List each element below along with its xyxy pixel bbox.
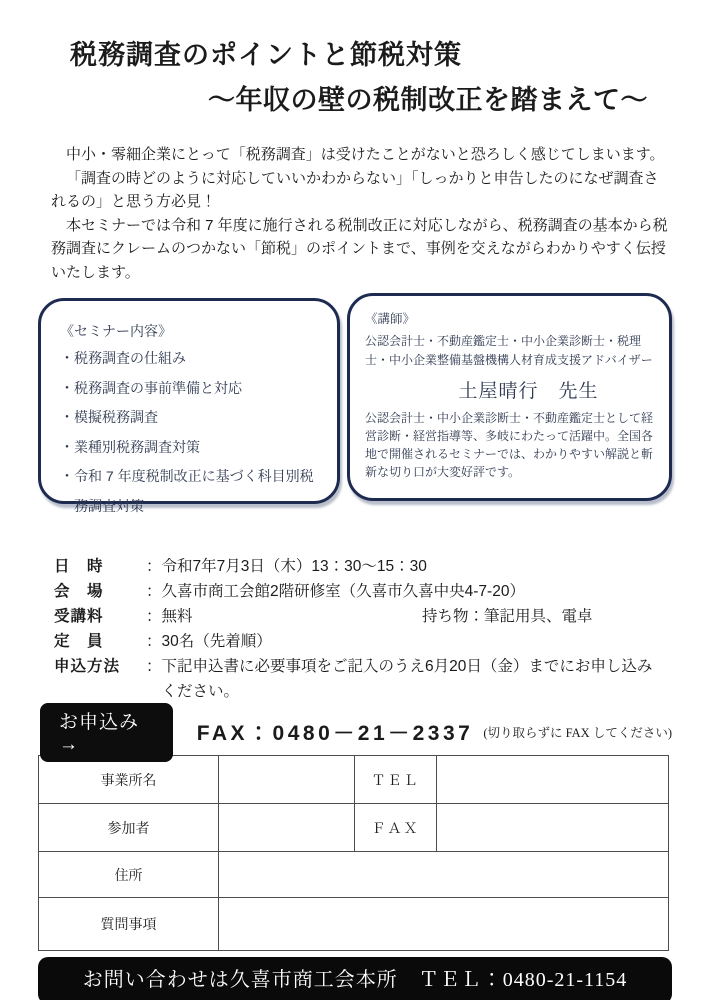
form-cell-participants [219,804,355,852]
form-label-tel: ＴＥＬ [355,756,437,804]
form-label-address: 住所 [39,852,219,898]
form-row-questions [39,898,669,951]
seminar-item: ・令和 7 年度税制改正に基づく科目別税務調査対策 [60,468,314,514]
intro-paragraph: 中小・零細企業にとって「税務調査」は受けたことがないと恐ろしく感じてしまいます。 [66,146,665,163]
detail-row-capacity [54,629,672,654]
lecturer-box-heading: 《講師》 [365,312,416,326]
seminar-item: ・業種別税務調査対策 [60,438,200,455]
form-cell-fax [437,804,669,852]
form-row-participants [39,804,669,852]
lecturer-titles: 公認会計士・不動産鑑定士・中小企業診断士・税理士・中小企業整備基盤機構人材育成支援アドバイザー [365,334,653,367]
seminar-item: ・税務調査の仕組み [60,350,186,366]
detail-row-datetime [54,554,672,579]
page-title: 税務調査のポイントと節税対策 [70,40,462,70]
detail-colon: ： [146,558,162,575]
detail-label: 会 場 [54,583,104,600]
form-label-participants: 参加者 [39,804,219,852]
info-boxes [38,293,672,514]
detail-row-fee [54,604,672,629]
form-label-fax: ＦＡＸ [355,804,437,852]
intro-paragraph: 「調査の時どのように対応していいかわからない」「しっかりと申告したのになぜ調査されるの」と思う方必見！ [51,169,659,210]
detail-row-apply-method [54,654,672,704]
intro-section [51,143,671,284]
seminar-item: ・模擬税務調査 [60,409,158,425]
lecturer-box [347,293,672,501]
detail-label: 申込方法 [54,658,121,675]
apply-badge: お申込み→ [40,703,173,762]
form-label-questions: 質問事項 [39,898,219,951]
detail-value: 30名（先着順） [161,633,272,650]
form-cell-business-name [219,756,355,804]
application-header [40,711,672,755]
fax-note: (切り取らずに FAX してください) [483,726,672,740]
detail-value: 無料 [161,608,193,625]
detail-colon: ： [146,658,162,675]
fax-number: FAX：0480－21－2337 [196,722,474,745]
form-label-business-name: 事業所名 [39,756,219,804]
form-cell-address [219,852,669,898]
form-row-business-name [39,756,669,804]
seminar-box-heading: 《セミナー内容》 [60,323,172,339]
detail-row-venue [54,579,672,604]
form-row-address [39,852,669,898]
detail-value: 下記申込書に必要事項をご記入のうえ6月20日（金）までにお申し込みください。 [161,658,653,700]
contact-bar: お問い合わせは久喜市商工会本所 ＴＥＬ：0480-21-1154 [38,957,672,1000]
seminar-item-list [60,344,325,521]
event-details [54,554,672,704]
intro-paragraph: 本セミナーでは令和 7 年度に施行される税制改正に対応しながら、税務調査の基本から税務調査にクレームのつかない「節税」のポイントまで、事例を交えながらわかりやすく伝授いたします。 [51,216,668,281]
form-cell-tel [437,756,669,804]
application-form-table [38,755,669,951]
seminar-content-box [38,298,340,514]
detail-colon: ： [146,608,162,625]
belongings-note: 持ち物：筆記用具、電卓 [422,608,593,625]
detail-value: 久喜市商工会館2階研修室（久喜市久喜中央4-7-20） [161,583,525,600]
detail-colon: ： [146,633,162,650]
page-subtitle: ～年収の壁の税制改正を踏まえて～ [208,85,648,115]
detail-label: 受講料 [54,608,104,625]
detail-label: 日 時 [54,558,104,575]
lecturer-name: 土屋晴行 先生 [458,381,599,402]
form-cell-questions [219,898,669,951]
detail-value: 令和7年7月3日（木）13：30～15：30 [161,558,427,575]
detail-label: 定 員 [54,633,104,650]
detail-colon: ： [146,583,162,600]
lecturer-bio: 公認会計士・中小企業診断士・不動産鑑定士として経営診断・経営指導等、多岐にわたって活躍中。全国各地で開催されるセミナーでは、わかりやすい解説と斬新な切り口が大変好評です。 [365,411,654,479]
seminar-item: ・税務調査の事前準備と対応 [60,379,242,396]
